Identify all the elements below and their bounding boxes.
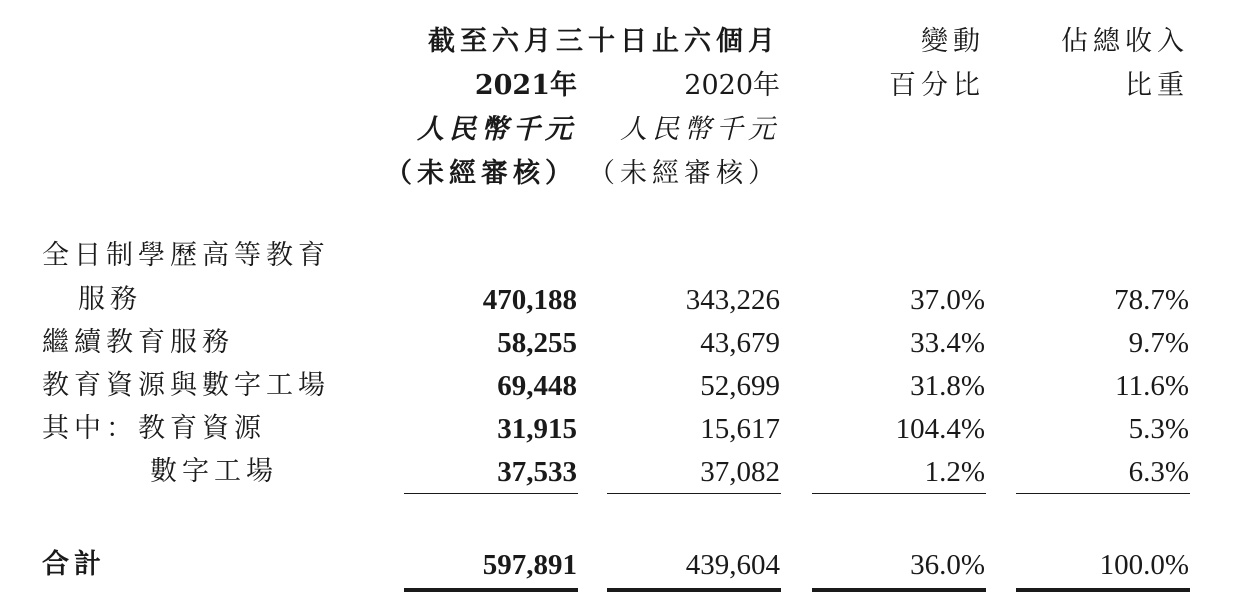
row-label-continuing: 繼續教育服務: [42, 327, 234, 358]
total-label: 合計: [42, 549, 106, 580]
row-value-2021: 470,188: [482, 284, 577, 316]
total-value-2021: 597,891: [482, 549, 577, 581]
total-share: 100.0%: [1099, 549, 1189, 581]
col-2020-currency: 人民幣千元: [620, 114, 780, 145]
row-share: 78.7%: [1114, 284, 1189, 316]
total-value-2020: 439,604: [685, 549, 780, 581]
share-header-line2: 比重: [1125, 70, 1189, 101]
row-share: 6.3%: [1128, 456, 1189, 488]
total-rule: [607, 588, 781, 592]
total-rule: [812, 588, 986, 592]
row-share: 9.7%: [1128, 327, 1189, 359]
row-value-2020: 343,226: [685, 284, 780, 316]
row-change: 104.4%: [895, 413, 985, 445]
col-2020-audit: （未經審核）: [588, 158, 780, 189]
col-2021-year: 2021年: [474, 70, 577, 101]
total-rule: [1016, 588, 1190, 592]
col-2020-year: 2020年: [684, 70, 780, 101]
change-header-line2: 百分比: [889, 70, 985, 101]
col-2021-audit: （未經審核）: [385, 158, 577, 189]
row-value-2021: 58,255: [497, 327, 577, 359]
row-share: 11.6%: [1115, 370, 1189, 402]
subtotal-rule: [607, 493, 781, 494]
total-rule: [404, 588, 578, 592]
row-value-2020: 52,699: [700, 370, 780, 402]
row-share: 5.3%: [1128, 413, 1189, 445]
change-header-line1: 變動: [921, 26, 985, 57]
row-label-digital-workshop: 數字工場: [150, 456, 278, 487]
subtotal-rule: [404, 493, 578, 494]
row-value-2020: 43,679: [700, 327, 780, 359]
row-change: 31.8%: [910, 370, 985, 402]
row-value-2021: 37,533: [497, 456, 577, 488]
row-label-resources-digital: 教育資源與數字工場: [42, 370, 330, 401]
period-title: 截至六月三十日止六個月: [428, 26, 780, 57]
row-change: 37.0%: [910, 284, 985, 316]
row-value-2021: 69,448: [497, 370, 577, 402]
row-label-of-which-resources: 其中：教育資源: [42, 413, 266, 444]
col-2021-currency: 人民幣千元: [417, 114, 577, 145]
subtotal-rule: [1016, 493, 1190, 494]
row-change: 33.4%: [910, 327, 985, 359]
share-header-line1: 佔總收入: [1061, 26, 1189, 57]
row-value-2021: 31,915: [497, 413, 577, 445]
subtotal-rule: [812, 493, 986, 494]
total-change: 36.0%: [910, 549, 985, 581]
row-change: 1.2%: [924, 456, 985, 488]
row-value-2020: 37,082: [700, 456, 780, 488]
row-label-fulltime-line2: 服務: [78, 284, 142, 315]
row-label-fulltime-line1: 全日制學歷高等教育: [42, 240, 330, 271]
row-value-2020: 15,617: [700, 413, 780, 445]
